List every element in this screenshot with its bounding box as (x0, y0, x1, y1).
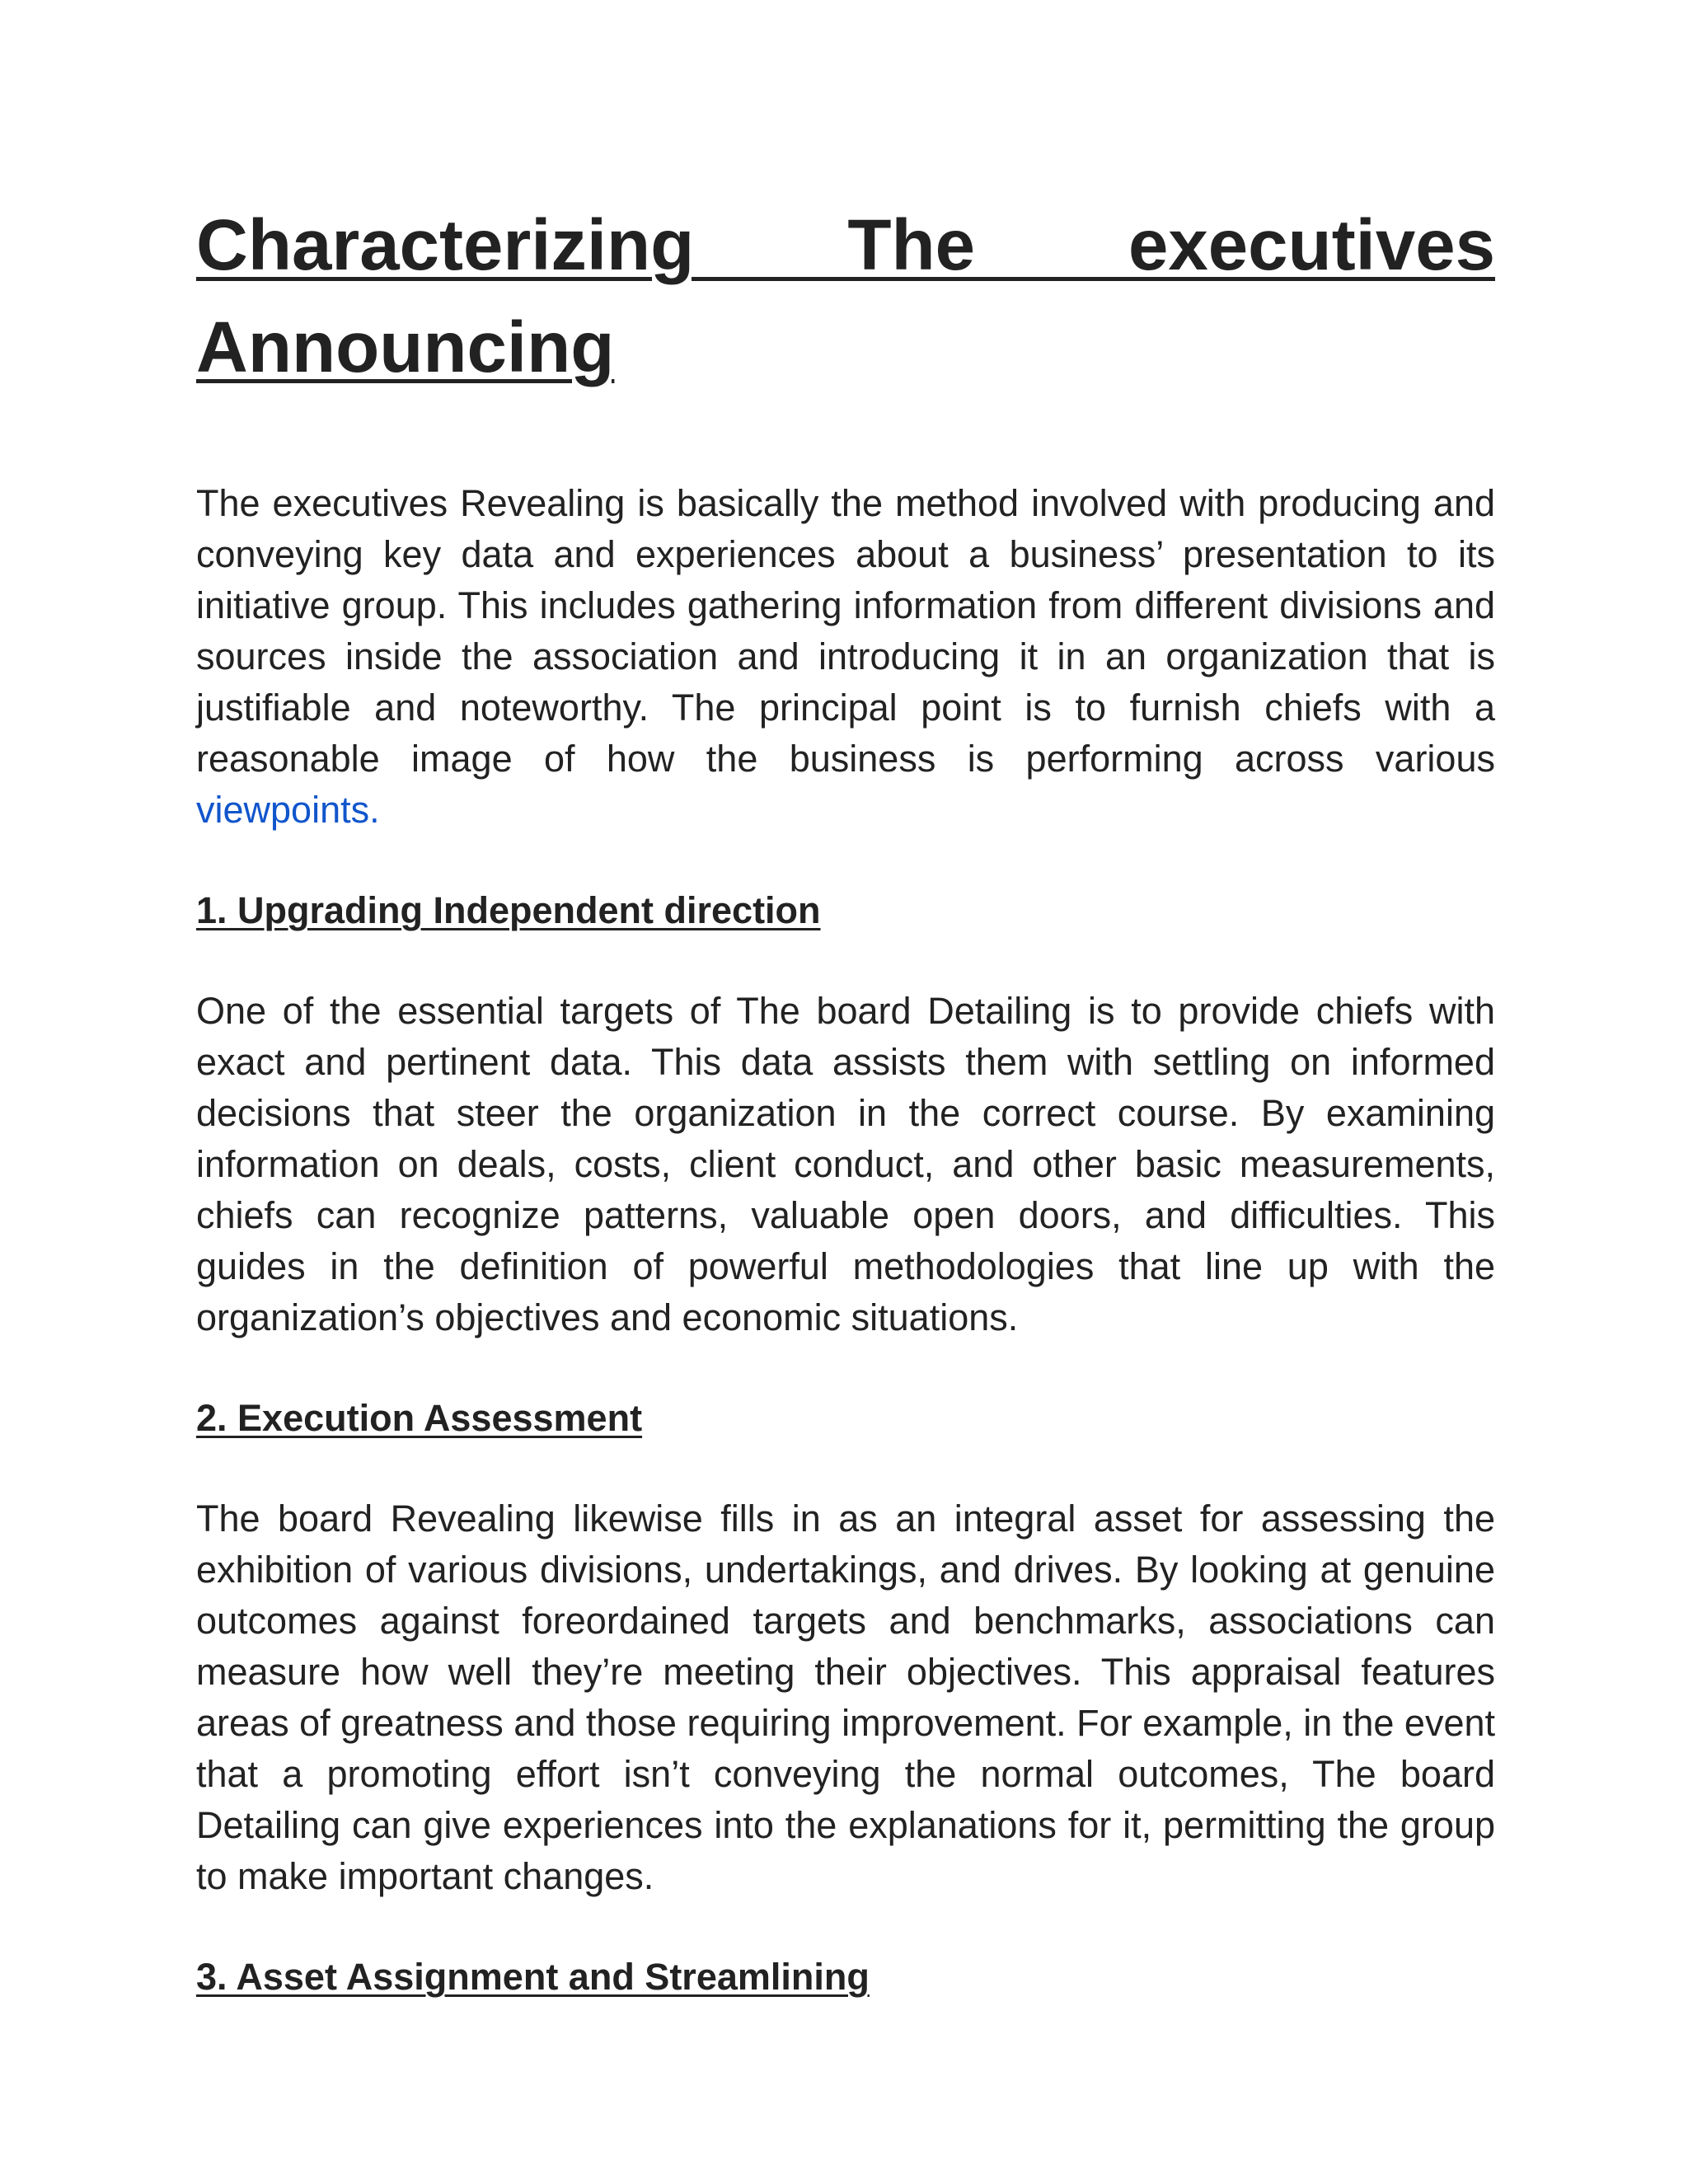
section-heading-1: 1. Upgrading Independent direction (196, 889, 821, 931)
intro-text: The executives Revealing is basically the method involved with producing and conveying key data and experiences about a business’ presentation to its initiative group. This includes gathering information from different divisions and sources inside the association and introducing it in an organization that is justifiable and noteworthy. The principal point is to furnish chiefs with a reasonable image of how the business is performing across various (196, 482, 1495, 780)
section-heading-2: 2. Execution Assessment (196, 1397, 643, 1439)
viewpoints-link[interactable]: viewpoints. (196, 789, 380, 831)
intro-paragraph (196, 478, 1495, 836)
document-title: Characterizing The executives Announcing (196, 205, 1495, 387)
document-page (196, 194, 1495, 2003)
section-body-2: The board Revealing likewise fills in as an integral asset for assessing the exhibition of various divisions, undertakings, and drives. By looking at genuine outcomes against foreordained targets and benchmarks, associations can measure how well they’re meeting their objectives. This appraisal features areas of greatness and those requiring improvement. For example, in the event that a promoting effort isn’t conveying the normal outcomes, The board Detailing can give experiences into the explanations for it, permitting the group to make important changes. (196, 1497, 1495, 1897)
section-heading-3: 3. Asset Assignment and Streamlining (196, 1956, 870, 1998)
section-body-1: One of the essential targets of The board Detailing is to provide chiefs with exact and pertinent data. This data assists them with settling on informed decisions that steer the organization in the correct course. By examining information on deals, costs, client conduct, and other basic measurements, chiefs can recognize patterns, valuable open doors, and difficulties. This guides in the definition of powerful methodologies that line up with the organization’s objectives and economic situations. (196, 990, 1495, 1338)
